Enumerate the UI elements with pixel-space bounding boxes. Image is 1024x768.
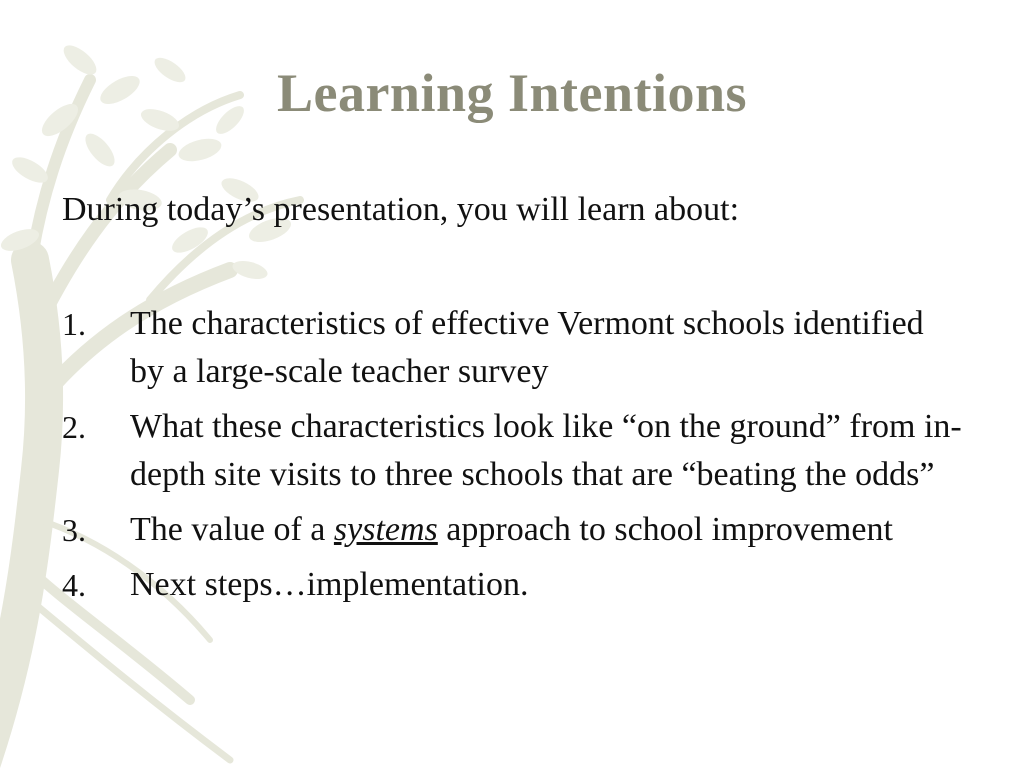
learning-list (62, 300, 962, 616)
list-item-text: What these characteristics look like “on the ground” from in-depth site visits to three schools that are “beating the odds” (130, 408, 962, 493)
list-number: 4. (62, 567, 86, 603)
list-item (62, 506, 962, 554)
list-item (62, 403, 962, 499)
list-item-emphasis: systems (333, 511, 438, 548)
list-number: 2. (62, 409, 86, 445)
list-number: 1. (62, 306, 86, 342)
intro-text: During today’s presentation, you will learn about: (62, 191, 740, 228)
list-number: 3. (62, 512, 86, 548)
list-item (62, 300, 962, 396)
list-item (62, 561, 962, 609)
list-item-text: The characteristics of effective Vermont schools identified by a large-scale teacher survey (130, 305, 924, 390)
slide-title: Learning Intentions (276, 63, 748, 123)
list-item-text: Next steps…implementation. (130, 566, 529, 603)
list-item-text-before: The value of a (130, 511, 334, 548)
list-item-text-after: approach to school improvement (437, 511, 893, 548)
